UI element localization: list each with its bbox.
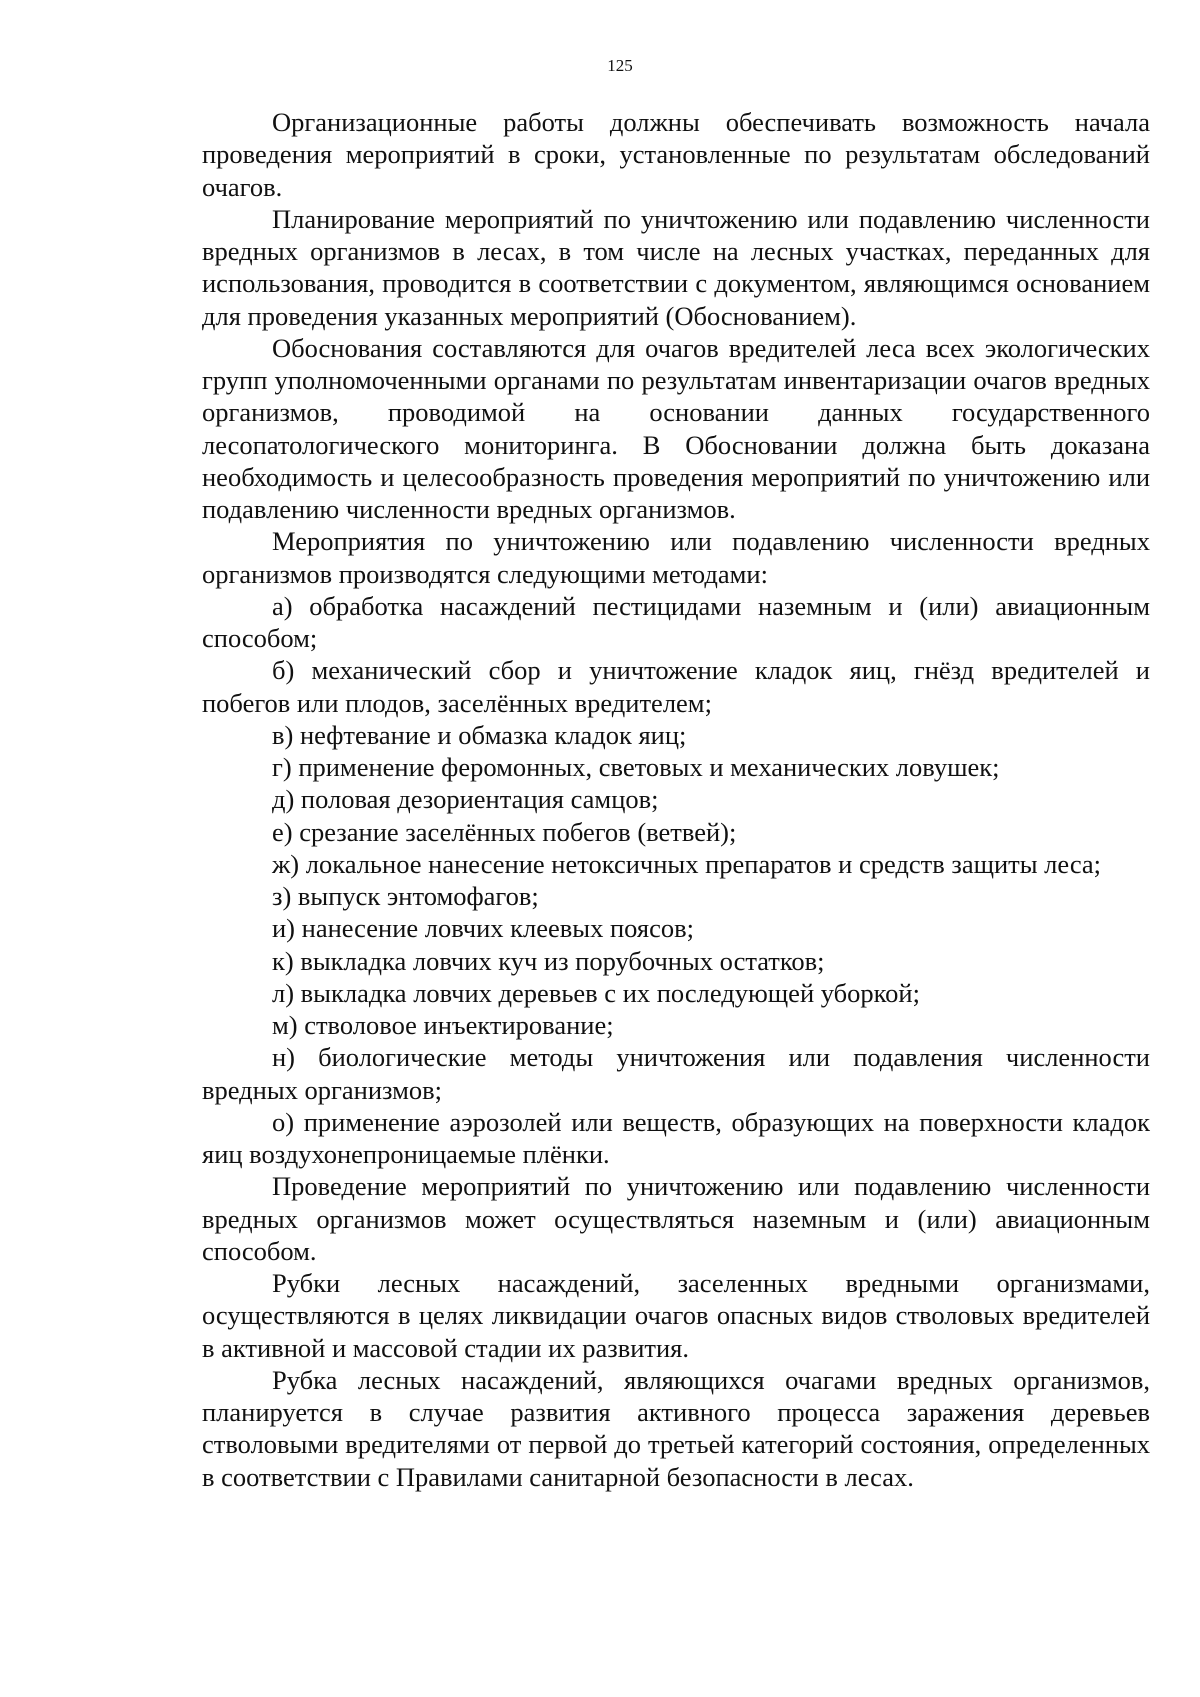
document-body: [202, 106, 1150, 1493]
paragraph-fellings: Рубки лесных насаждений, заселенных вредными организмами, осуществляются в целях ликвидации очагов опасных видов стволовых вредителей в активной и массовой стадии их развития.: [202, 1268, 1150, 1363]
list-item-method-k: к) выкладка ловчих куч из порубочных остатков;: [272, 945, 825, 976]
paragraph-organizational-work: Организационные работы должны обеспечивать возможность начала проведения мероприятий в сроки, установленные по результатам обследований очагов.: [202, 107, 1150, 202]
list-item-method-n: н) биологические методы уничтожения или подавления численности вредных организмов;: [202, 1042, 1150, 1105]
list-item-method-o: о) применение аэрозолей или веществ, образующих на поверхности кладок яиц воздухонепроницаемые плёнки.: [202, 1106, 1150, 1169]
paragraph-methods-intro: Мероприятия по уничтожению или подавлению численности вредных организмов производятся следующими методами:: [202, 526, 1150, 589]
paragraph-felling-planning: Рубка лесных насаждений, являющихся очагами вредных организмов, планируется в случае развития активного процесса заражения деревьев стволовыми вредителями от первой до третьей категорий состояния, определенных в соответствии с Правилами санитарной безопасности в лесах.: [202, 1364, 1150, 1492]
list-item-method-m: м) стволовое инъектирование;: [272, 1010, 614, 1040]
list-item-method-l: л) выкладка ловчих деревьев с их последующей уборкой;: [272, 977, 920, 1008]
list-item-method-d: д) половая дезориентация самцов;: [272, 784, 659, 815]
list-item-method-e: е) срезание заселённых побегов (ветвей);: [272, 816, 737, 847]
paragraph-planning: Планирование мероприятий по уничтожению или подавлению численности вредных организмов в лесах, в том числе на лесных участках, переданных для использования, проводится в соответствии с документом, являющимся основанием для проведения указанных мероприятий (Обоснованием).: [202, 203, 1150, 331]
list-item-method-z: з) выпуск энтомофагов;: [272, 881, 539, 911]
paragraph-application-mode: Проведение мероприятий по уничтожению или подавлению численности вредных организмов может осуществляться наземным и (или) авиационным способом.: [202, 1171, 1150, 1266]
paragraph-justifications: Обоснования составляются для очагов вредителей леса всех экологических групп уполномоченными органами по результатам инвентаризации очагов вредных организмов, проводимой на основании данных государственного лесопатологического мониторинга. В Обосновании должна быть доказана необходимость и целесообразность проведения мероприятий по уничтожению или подавлению численности вредных организмов.: [202, 332, 1150, 524]
list-item-method-g: г) применение феромонных, световых и механических ловушек;: [272, 752, 1000, 782]
list-item-method-v: в) нефтевание и обмазка кладок яиц;: [272, 719, 687, 750]
list-item-method-zh: ж) локальное нанесение нетоксичных препаратов и средств защиты леса;: [272, 848, 1102, 879]
list-item-method-a: а) обработка насаждений пестицидами наземным и (или) авиационным способом;: [202, 590, 1150, 653]
list-item-method-i: и) нанесение ловчих клеевых поясов;: [272, 913, 694, 944]
page-number: 125: [607, 56, 633, 75]
list-item-method-b: б) механический сбор и уничтожение кладок яиц, гнёзд вредителей и побегов или плодов, заселённых вредителем;: [202, 655, 1150, 718]
